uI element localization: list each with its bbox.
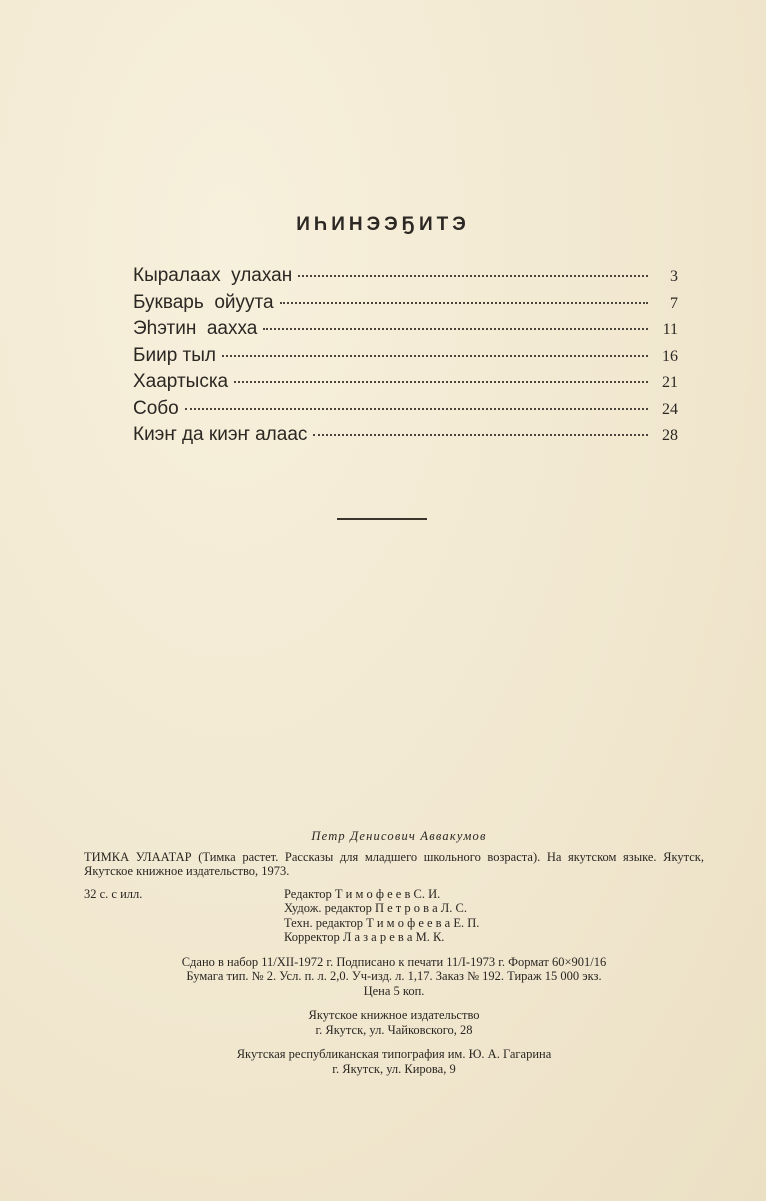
toc-leader-dots [234,367,648,383]
author-name: Петр Денисович Аввакумов [311,829,487,843]
publisher-address: г. Якутск, ул. Чайковского, 28 [315,1022,473,1037]
price: Цена 5 коп. [363,983,425,998]
toc-entry-page: 24 [662,400,678,418]
toc-entry-title: Хаартыска [133,371,229,392]
print-details-2: Бумага тип. № 2. Усл. п. л. 2,0. Уч-изд. л. 1,17. Заказ № 192. Тираж 15 000 экз. [186,969,602,983]
toc-entry-title: Букварь ойуута [133,291,274,313]
tech-editor: Техн. редактор Т и м о ф е е в а Е. П. [284,915,480,930]
toc-leader-dots [280,288,648,304]
toc-leader-dots [185,394,648,410]
publisher-name: Якутское книжное издательство [308,1008,480,1022]
editors-list [284,887,704,945]
toc-leader-dots [222,341,648,357]
corrector: Корректор Л а з а р е в а М. К. [284,930,445,944]
toc-entry [133,424,678,451]
section-divider [337,518,427,520]
toc-entry-page: 11 [662,321,678,338]
page-count: 32 с. с илл. [84,886,143,901]
toc-entry-title: Кыралаах улахан [133,265,293,286]
imprint-block [84,829,704,1076]
book-description: ТИМКА УЛААТАР (Тимка растет. Рассказы для младшего школьного возраста). На якутском языке. Якутск, Якутское книжное издательство, 1973. [84,849,704,878]
toc-leader-dots [298,261,648,277]
toc-entry-page: 21 [662,374,678,391]
toc-entry-page: 7 [670,294,678,312]
toc-entry-page: 28 [662,427,678,444]
toc-entry-page: 16 [662,347,678,365]
print-details-1: Сдано в набор 11/XII-1972 г. Подписано к печати 11/I-1973 г. Формат 60×901/16 [181,954,607,969]
printer-name: Якутская республиканская типография им. Ю. А. Гагарина [236,1047,552,1061]
toc-entry-title: Киэҥ да киэҥ алаас [133,424,308,445]
toc-entry-page: 3 [670,268,678,285]
toc-entry-title: Собо [133,397,179,419]
toc-entry-title: Биир тыл [133,344,216,366]
credits [84,887,704,945]
toc-entry-title: Эһэтин аахха [133,318,258,339]
contents-title: ИҺИНЭЭҔИТЭ [296,214,470,235]
toc-leader-dots [263,314,648,330]
table-of-contents [133,265,678,451]
printer-address: г. Якутск, ул. Кирова, 9 [332,1061,456,1076]
toc-leader-dots [313,420,648,436]
editor: Редактор Т и м о ф е е в С. И. [284,886,441,901]
art-editor: Худож. редактор П е т р о в а Л. С. [284,901,468,915]
